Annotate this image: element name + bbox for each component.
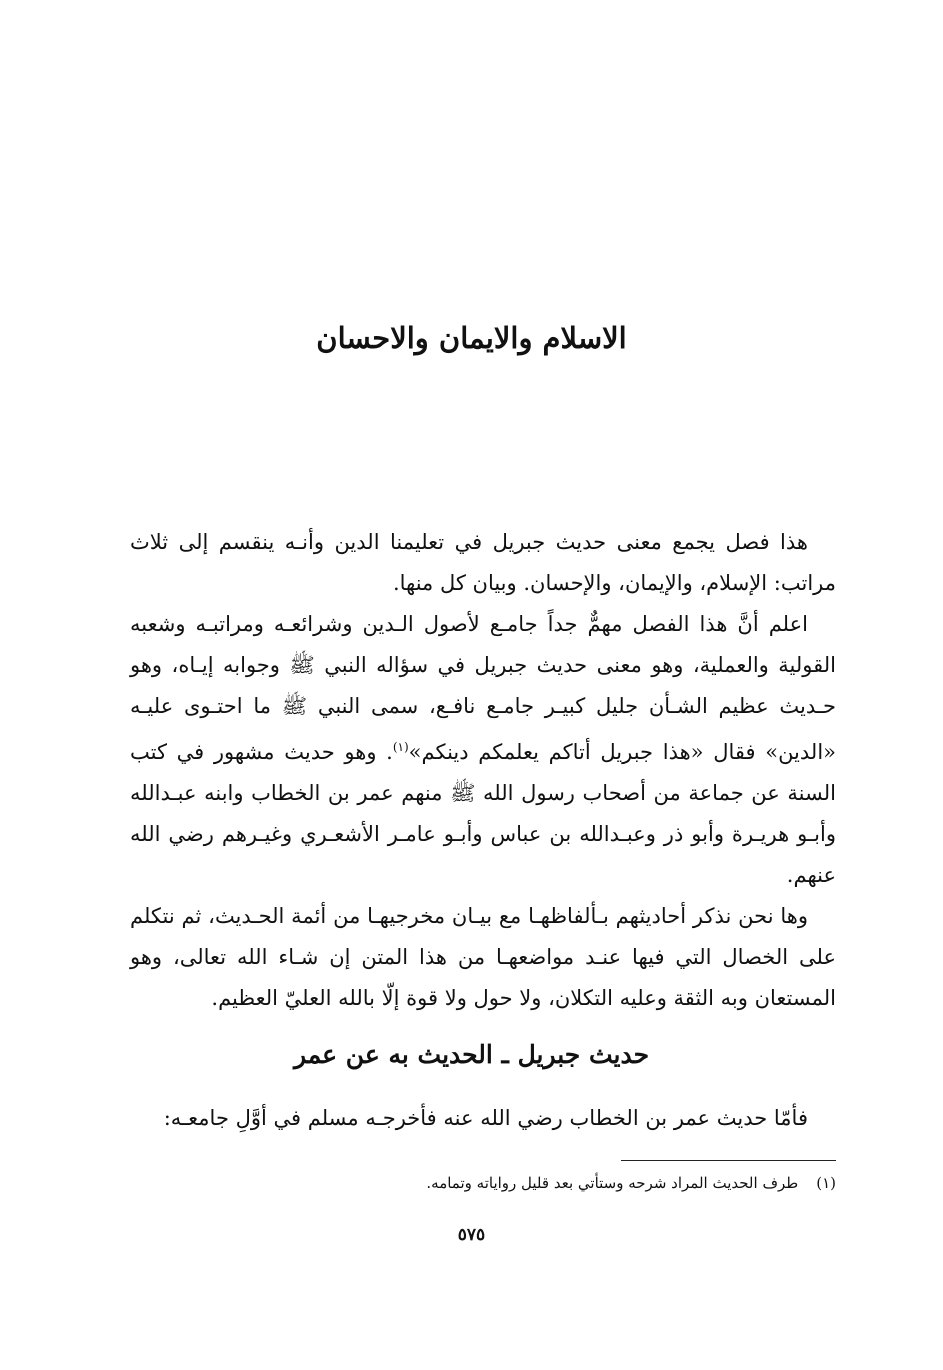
section-intro-line: فأمّا حديث عمر بن الخطاب رضي الله عنه فأخرجـه مسلم في أوَّلِ جامعـه: (163, 1106, 808, 1130)
chapter-title: الاسلام والايمان والاحسان (316, 321, 627, 355)
page-number: ٥٧٥ (457, 1225, 486, 1245)
footnote (130, 1170, 836, 1196)
footnote-reference[interactable]: (١) (392, 740, 409, 754)
paragraph-plan: وها نحن نذكر أحاديثهم بـألفاظهـا مع بيـان مخرجيهـا من أئمة الحـديث، ثم نتكلم على الخصال التي فيها عنـد مواضعهـا من هذا المتن إن شـاء الله تعالى، وهو المستعان وبه الثقة وعليه التكلان، ولا حول ولا قوة إلّا بالله العليّ العظيم. (130, 904, 836, 1010)
footnote-divider (621, 1160, 836, 1161)
footnote-number: (١) (816, 1174, 836, 1192)
footnote-text: طرف الحديث المراد شرحه وستأتي بعد قليل رواياته وتمامه. (426, 1174, 799, 1192)
paragraph-hadith-importance-tail: . وهو حديث مشهور في كتب السنة عن جماعة من أصحاب رسول الله ﷺ منهم عمر بن الخطاب وابنه عبـدالله وأبـو هريـرة وأبو ذر وعبـدالله بن عباس وأبـو عامـر الأشعـري وغيـرهم رضي الله عنهم. (130, 740, 836, 887)
body-text (130, 522, 836, 1019)
paragraph-hadith-importance (130, 604, 836, 896)
paragraph-intro: هذا فصل يجمع معنى حديث جبريل في تعليمنا الدين وأنـه ينقسم إلى ثلاث مراتب: الإسلام، والإيمان، والإحسان. وبيان كل منها. (130, 530, 836, 595)
paragraph-hadith-importance-text: اعلم أنَّ هذا الفصل مهمٌّ جداً جامـع لأصول الـدين وشرائعـه ومراتبـه وشعبه القولية والعملية، وهو معنى حديث جبريل في سؤاله النبي ﷺ وجوابه إيـاه، وهو حـديث عظيم الشـأن جليل كبيـر جامـع نافـع، سمى النبي ﷺ ما احتـوى عليـه «الدين» فقال «هذا جبريل أتاكم يعلمكم دينكم» (130, 612, 837, 764)
section-title: حديث جبريل ـ الحديث به عن عمر (293, 1040, 650, 1069)
